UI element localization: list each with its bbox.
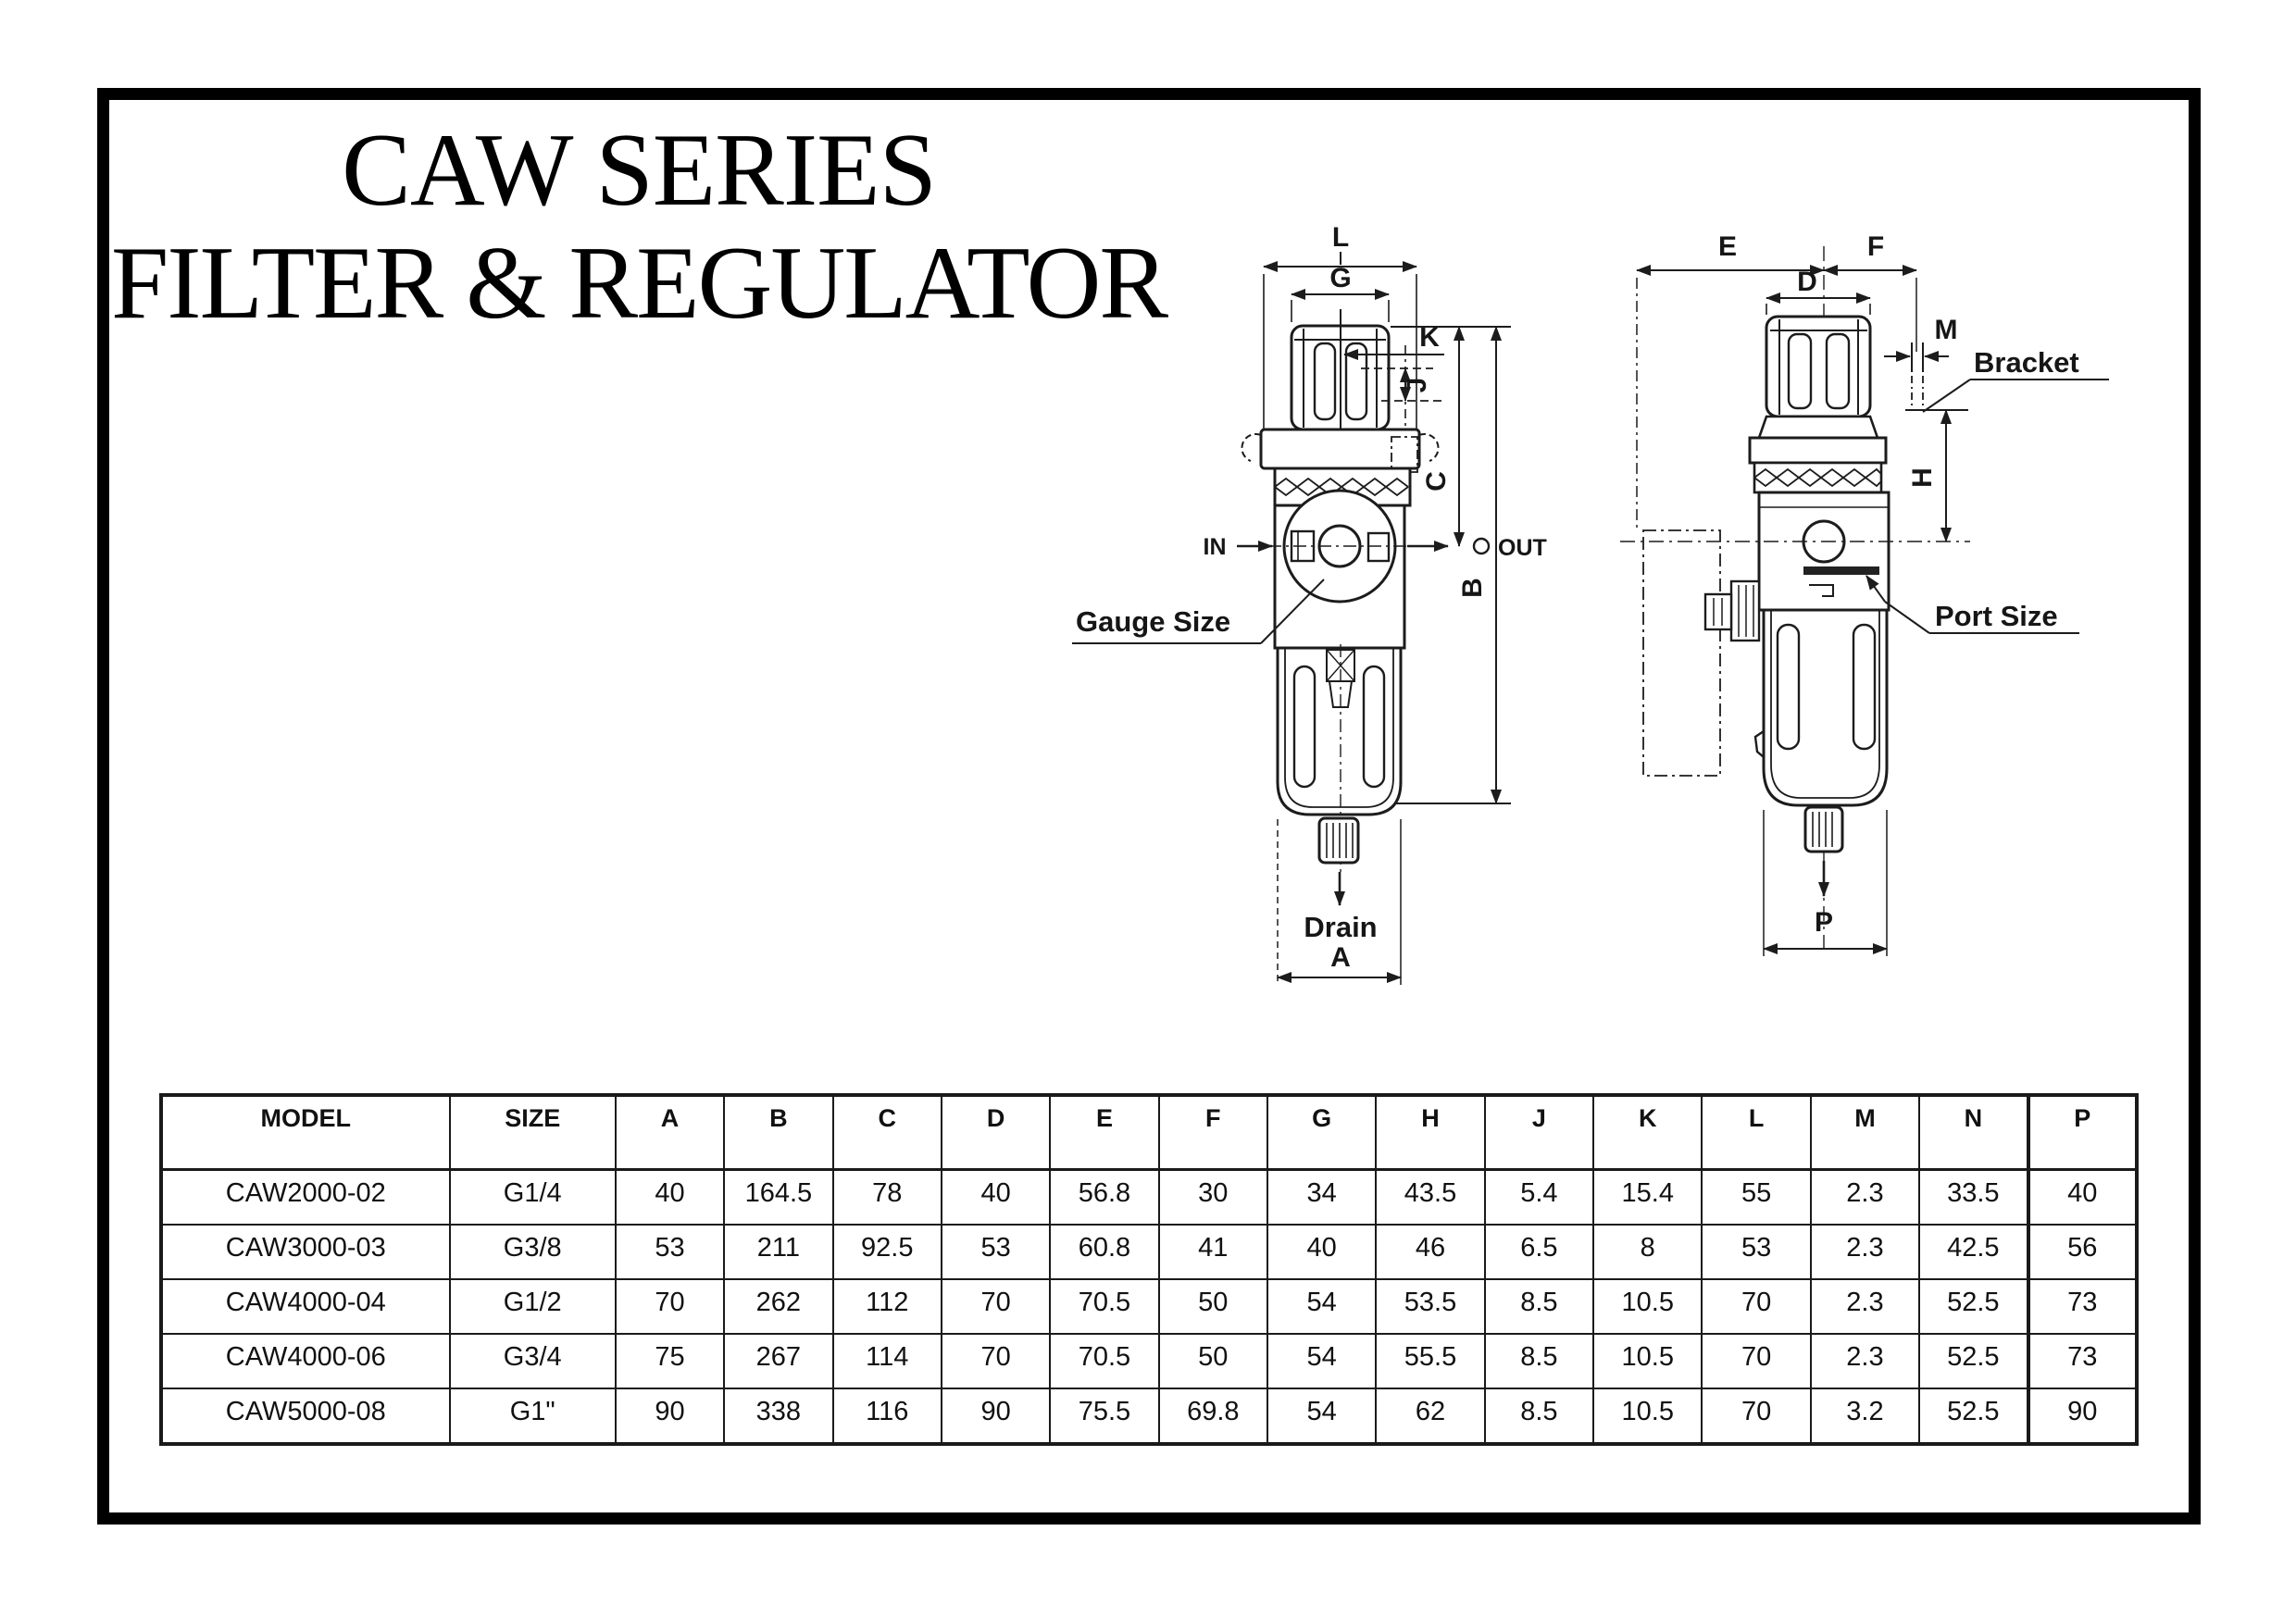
dim-M-label: M (1934, 315, 1958, 345)
dim-F-label: F (1866, 231, 1885, 262)
table-cell: 69.8 (1159, 1388, 1267, 1444)
table-cell: 53.5 (1376, 1279, 1484, 1334)
table-cell: 52.5 (1919, 1388, 2028, 1444)
table-header-cell: F (1159, 1095, 1267, 1170)
table-cell: 52.5 (1919, 1334, 2028, 1388)
table-cell: 6.5 (1485, 1225, 1593, 1279)
table-cell: 53 (616, 1225, 724, 1279)
dim-G-label: G (1329, 263, 1352, 293)
table-cell: 8.5 (1485, 1334, 1593, 1388)
table-cell: 53 (1702, 1225, 1810, 1279)
table-cell: CAW5000-08 (161, 1388, 450, 1444)
table-cell: 2.3 (1811, 1279, 1919, 1334)
table-cell: 55 (1702, 1170, 1810, 1226)
table-header-cell: G (1267, 1095, 1376, 1170)
table-row (161, 1279, 2137, 1334)
table-row (161, 1334, 2137, 1388)
table-body (161, 1170, 2137, 1445)
table-cell: G3/8 (450, 1225, 616, 1279)
table-cell: 10.5 (1593, 1279, 1702, 1334)
table-cell: 40 (942, 1170, 1050, 1226)
table-cell: 73 (2028, 1279, 2138, 1334)
table-cell: 2.3 (1811, 1225, 1919, 1279)
table-row (161, 1225, 2137, 1279)
table-cell: 10.5 (1593, 1388, 1702, 1444)
table-cell: 75.5 (1050, 1388, 1158, 1444)
table-cell: G1/4 (450, 1170, 616, 1226)
table-cell: 114 (833, 1334, 942, 1388)
table-row (161, 1388, 2137, 1444)
table-cell: 164.5 (724, 1170, 832, 1226)
knob-side (1759, 317, 1878, 438)
drain-label: Drain (1304, 911, 1378, 943)
table-cell: 41 (1159, 1225, 1267, 1279)
table-cell: CAW4000-06 (161, 1334, 450, 1388)
table-cell: 40 (616, 1170, 724, 1226)
side-view-drawing (1602, 213, 2194, 972)
table-header-cell: SIZE (450, 1095, 616, 1170)
table-cell: 70.5 (1050, 1279, 1158, 1334)
table-cell: 33.5 (1919, 1170, 2028, 1226)
dim-E-label: E (1717, 231, 1738, 262)
table-cell: CAW3000-03 (161, 1225, 450, 1279)
body-front (1268, 491, 1415, 648)
table-cell: G1/2 (450, 1279, 616, 1334)
dim-A-label: A (1330, 942, 1351, 973)
table-header-cell: M (1811, 1095, 1919, 1170)
port-size-label: Port Size (1935, 600, 2058, 632)
table-cell: 53 (942, 1225, 1050, 1279)
table-header-cell: N (1919, 1095, 2028, 1170)
table-cell: 43.5 (1376, 1170, 1484, 1226)
bonnet-side (1750, 438, 1886, 492)
bowl-side (1755, 610, 1887, 805)
drain-knob-front (1319, 818, 1358, 863)
bracket-plate-hidden (1643, 530, 1720, 776)
out-arrow (1407, 539, 1489, 554)
table-header-cell: H (1376, 1095, 1484, 1170)
gauge-size-label: Gauge Size (1076, 605, 1231, 638)
table-header-row (161, 1095, 2137, 1170)
table-cell: 3.2 (1811, 1388, 1919, 1444)
dim-K-label: K (1419, 322, 1440, 353)
knob-front (1292, 309, 1389, 431)
table-cell: 52.5 (1919, 1279, 2028, 1334)
table-cell: 54 (1267, 1388, 1376, 1444)
table-cell: 54 (1267, 1334, 1376, 1388)
table-header-cell: P (2028, 1095, 2138, 1170)
dim-D-label: D (1797, 267, 1817, 297)
table-cell: 54 (1267, 1279, 1376, 1334)
table-cell: 70 (1702, 1334, 1810, 1388)
dimension-table (159, 1093, 2139, 1446)
table-cell: 90 (942, 1388, 1050, 1444)
table-cell: 267 (724, 1334, 832, 1388)
table-cell: 5.4 (1485, 1170, 1593, 1226)
table-cell: G3/4 (450, 1334, 616, 1388)
table-cell: G1" (450, 1388, 616, 1444)
table-cell: 2.3 (1811, 1170, 1919, 1226)
table-header-cell: C (833, 1095, 942, 1170)
dim-P-label: P (1814, 907, 1834, 938)
table-cell: 70 (942, 1279, 1050, 1334)
table-cell: 40 (2028, 1170, 2138, 1226)
bracket-label: Bracket (1974, 346, 2079, 379)
table-cell: 70 (1702, 1279, 1810, 1334)
table-cell: 90 (616, 1388, 724, 1444)
table-row (161, 1170, 2137, 1226)
drain-knob-side (1805, 807, 1842, 852)
title-product: FILTER & REGULATOR (111, 226, 1167, 341)
table-cell: 211 (724, 1225, 832, 1279)
side-knob (1705, 581, 1759, 641)
dim-H-label: H (1907, 467, 1938, 488)
table-cell: 112 (833, 1279, 942, 1334)
table-cell: CAW4000-04 (161, 1279, 450, 1334)
dim-J-label: J (1402, 377, 1432, 393)
table-cell: 2.3 (1811, 1334, 1919, 1388)
table-cell: 62 (1376, 1388, 1484, 1444)
table-cell: 56 (2028, 1225, 2138, 1279)
body-side (1620, 492, 1970, 610)
table-cell: 40 (1267, 1225, 1376, 1279)
out-label: OUT (1498, 535, 1547, 561)
front-view-drawing (1055, 213, 1592, 1000)
table-header-cell: MODEL (161, 1095, 450, 1170)
table-cell: CAW2000-02 (161, 1170, 450, 1226)
table-header-cell: J (1485, 1095, 1593, 1170)
table-cell: 262 (724, 1279, 832, 1334)
page-title (111, 113, 1167, 341)
table-cell: 116 (833, 1388, 942, 1444)
dim-B-label: B (1457, 578, 1488, 598)
table-cell: 8.5 (1485, 1279, 1593, 1334)
table-cell: 46 (1376, 1225, 1484, 1279)
table-header-cell: K (1593, 1095, 1702, 1170)
table-cell: 70 (1702, 1388, 1810, 1444)
table-cell: 34 (1267, 1170, 1376, 1226)
table-cell: 75 (616, 1334, 724, 1388)
table-cell: 92.5 (833, 1225, 942, 1279)
table-cell: 50 (1159, 1334, 1267, 1388)
table-header-cell: A (616, 1095, 724, 1170)
table-cell: 15.4 (1593, 1170, 1702, 1226)
table-cell: 42.5 (1919, 1225, 2028, 1279)
table-cell: 90 (2028, 1388, 2138, 1444)
table-cell: 50 (1159, 1279, 1267, 1334)
table-cell: 73 (2028, 1334, 2138, 1388)
bonnet-front (1242, 429, 1438, 472)
table-cell: 78 (833, 1170, 942, 1226)
dim-C-label: C (1421, 471, 1452, 492)
table-cell: 10.5 (1593, 1334, 1702, 1388)
table-cell: 8 (1593, 1225, 1702, 1279)
table-cell: 60.8 (1050, 1225, 1158, 1279)
table-cell: 70.5 (1050, 1334, 1158, 1388)
table-header-cell: B (724, 1095, 832, 1170)
table-cell: 338 (724, 1388, 832, 1444)
dim-L-label: L (1331, 222, 1350, 253)
title-series: CAW SERIES (342, 113, 936, 228)
table-cell: 70 (616, 1279, 724, 1334)
dim-D-line (1766, 298, 1870, 315)
in-label: IN (1203, 534, 1227, 560)
table-cell: 8.5 (1485, 1388, 1593, 1444)
table-cell: 70 (942, 1334, 1050, 1388)
table-cell: 56.8 (1050, 1170, 1158, 1226)
table-cell: 30 (1159, 1170, 1267, 1226)
table-header-cell: D (942, 1095, 1050, 1170)
table-header-cell: L (1702, 1095, 1810, 1170)
table-header-cell: E (1050, 1095, 1158, 1170)
table-cell: 55.5 (1376, 1334, 1484, 1388)
bracket-edge (1912, 376, 2109, 412)
